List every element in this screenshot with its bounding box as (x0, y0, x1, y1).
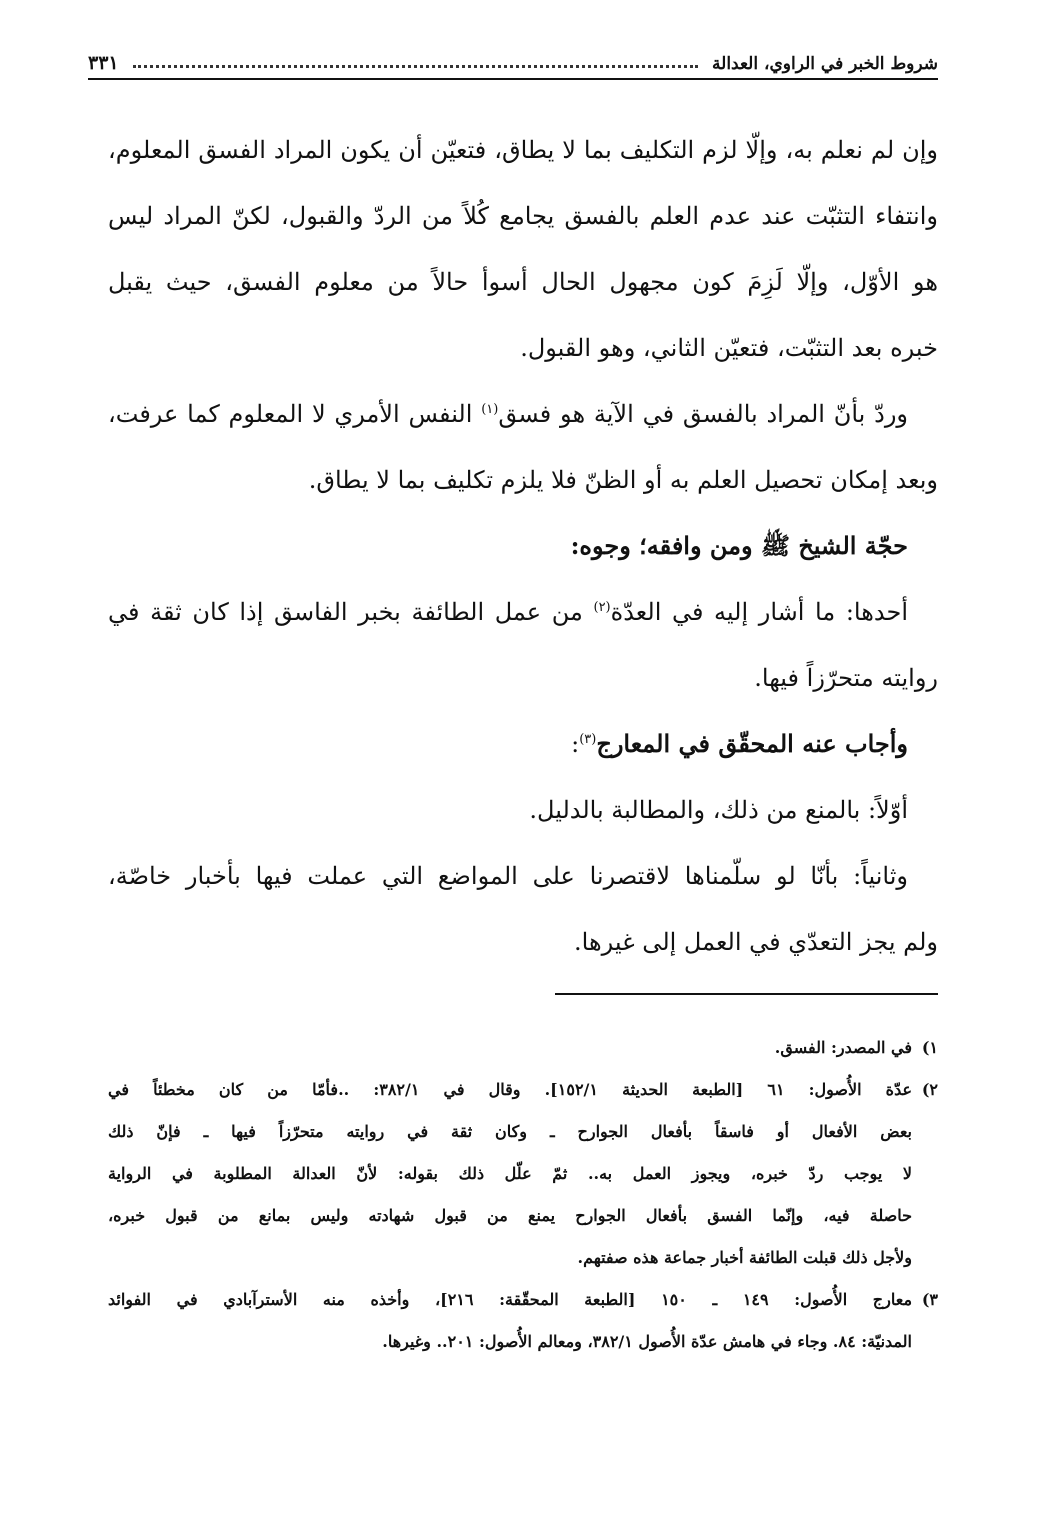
text-line (108, 392, 938, 458)
text-line: ولم يجز التعدّي في العمل إلى غيرها. (574, 928, 938, 956)
text-fragment: وأجاب عنه المحقّق في المعارج (596, 729, 908, 758)
text-line: وثانياً: بأنّا لو سلّمناها لاقتصرنا على المواضع التي عملت فيها بأخبار خاصّة، (108, 862, 908, 890)
text-fragment: أحدها: ما أشار إليه في العدّة (610, 598, 908, 626)
main-text (108, 128, 938, 986)
footnote-ref-3: (٣) (579, 732, 597, 747)
footnote-number: ٢) (921, 1080, 938, 1099)
text-line: روايته متحرّزاً فيها. (754, 664, 938, 692)
footnote-line: عدّة الأُصول: ٦١ [الطبعة الحديثة ١٥٢/١]. وقال في ٣٨٢/١: ..فأمّا من كان مخطئاً في (108, 1080, 912, 1099)
footnote-2 (108, 1072, 938, 1282)
footnotes (108, 1030, 938, 1366)
footnote-ref-2: (٢) (593, 600, 611, 615)
running-header-title: شروط الخبر في الراوي، العدالة (712, 54, 938, 74)
text-line: وبعد إمكان تحصيل العلم به أو الظنّ فلا يلزم تكليف بما لا يطاق. (308, 466, 938, 494)
footnote-1 (108, 1030, 938, 1072)
text-line: خبره بعد التثبّت، فتعيّن الثاني، وهو القبول. (520, 334, 938, 362)
text-fragment: وردّ بأنّ المراد بالفسق في الآية هو فسق (498, 400, 908, 428)
footnote-line: في المصدر: الفسق. (774, 1038, 912, 1057)
footnote-ref-1: (١) (481, 402, 499, 417)
text-line: وانتفاء التثبّت عند عدم العلم بالفسق يجامع كُلاً من الردّ والقبول، لكنّ المراد ليس (108, 202, 938, 230)
header-dot-leader (133, 65, 698, 68)
footnote-line: بعض الأفعال أو فاسقاً بأفعال الجوارح ـ وكان ثقة في روايته متحرّزاً فيها ـ فإنّ ذلك (108, 1122, 912, 1141)
footnote-line: لا يوجب ردّ خبره، ويجوز العمل به.. ثمّ علّل ذلك بقوله: لأنّ العدالة المطلوبة في الرواية (108, 1164, 912, 1183)
text-line: هو الأوّل، وإلّا لَزِمَ كون مجهول الحال أسوأ حالاً من معلوم الفسق، حيث يقبل (108, 268, 938, 296)
running-header (88, 38, 938, 80)
page-number: ٣٣١ (88, 52, 119, 74)
section-heading: حجّة الشيخ ﷺ ومن وافقه؛ وجوه: (570, 531, 908, 560)
text-line: أوّلاً: بالمنع من ذلك، والمطالبة بالدليل. (529, 796, 908, 824)
footnote-number: ١) (921, 1038, 938, 1057)
text-line (108, 590, 938, 656)
footnote-3 (108, 1282, 938, 1366)
footnote-line: ولأجل ذلك قبلت الطائفة أخبار جماعة هذه صفتهم. (577, 1248, 912, 1267)
footnote-line: معارج الأُصول: ١٤٩ ـ ١٥٠ [الطبعة المحقّقة: ٢١٦]، وأخذه منه الأسترآبادي في الفوائد (108, 1290, 912, 1309)
text-line: وإن لم نعلم به، وإلّا لزم التكليف بما لا يطاق، فتعيّن أن يكون المراد الفسق المعلوم، (108, 136, 938, 164)
footnote-line: حاصلة فيه، وإنّما الفسق بأفعال الجوارح يمنع من قبول شهادته وليس بمانع من قبول خبره، (108, 1206, 912, 1225)
footnote-line: المدنيّة: ٨٤. وجاء في هامش عدّة الأُصول ٣٨٢/١، ومعالم الأُصول: ٢٠١.. وغيرها. (382, 1332, 912, 1351)
footnote-number: ٣) (921, 1290, 938, 1309)
text-fragment: من عمل الطائفة بخبر الفاسق إذا كان ثقة في (108, 598, 583, 626)
footnote-separator (555, 993, 938, 995)
text-line (108, 722, 938, 788)
text-fragment: النفس الأمري لا المعلوم كما عرفت، (108, 400, 473, 428)
text-fragment: : (571, 730, 580, 758)
